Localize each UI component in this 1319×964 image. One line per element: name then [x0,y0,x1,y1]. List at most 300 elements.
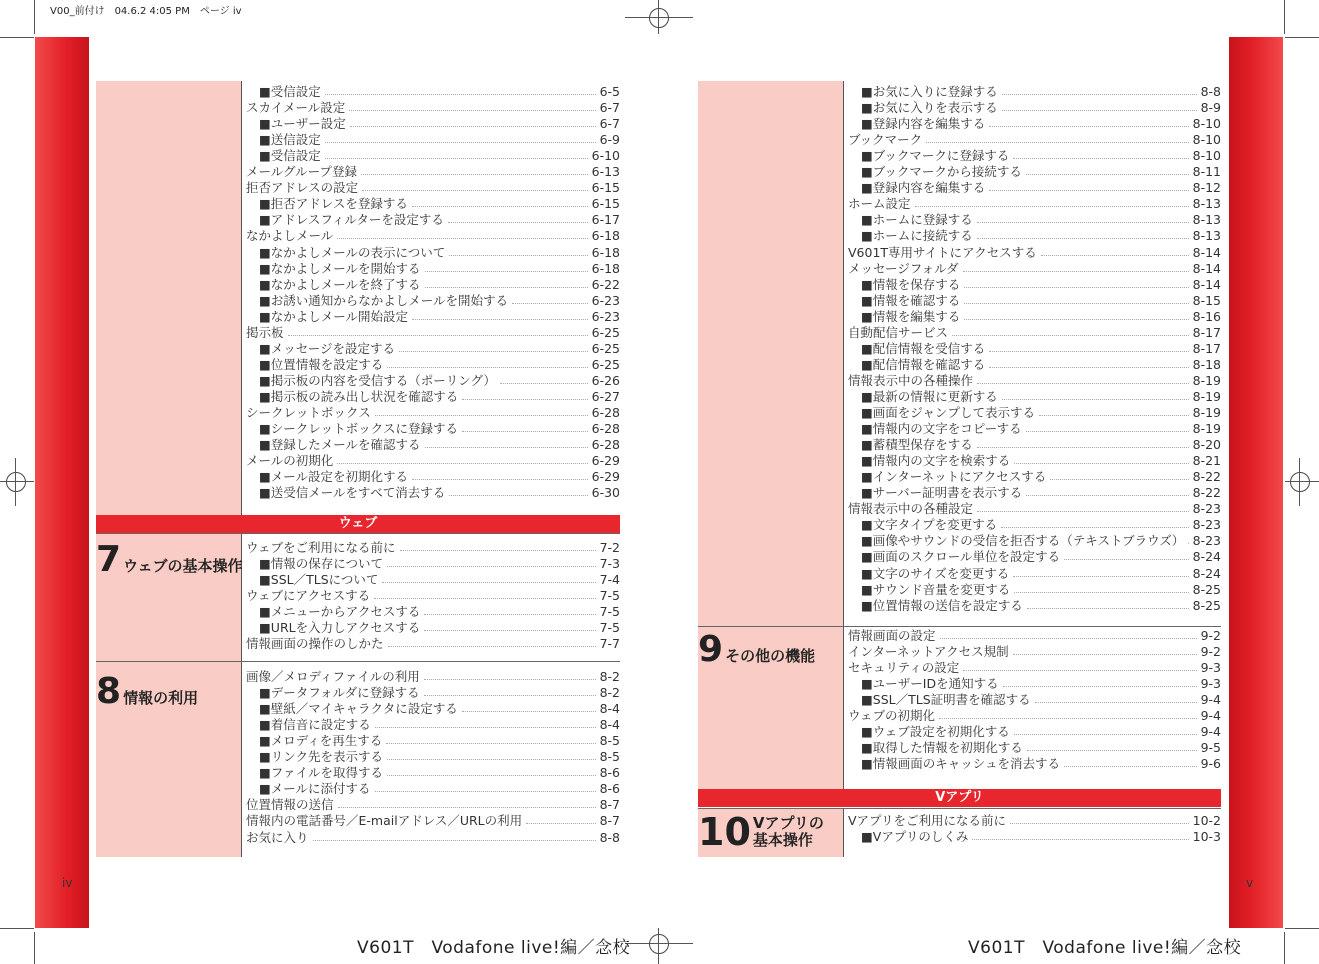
toc-entry-page: 6-18 [591,260,620,276]
dot-leader [1014,453,1188,464]
toc-entry-page: 8-24 [1192,549,1221,565]
toc-entry-page: 6-30 [591,485,620,501]
toc-entry-title: ■情報内の文字をコピーする [861,421,1022,437]
toc-entry [848,813,1221,829]
toc-entry-page: 6-27 [591,388,620,404]
toc-entry-page: 8-8 [599,829,620,845]
toc-entry-title: ■掲示板の内容を受信する（ポーリング） [259,372,496,388]
toc-entry [259,116,620,132]
crop-mark [1284,932,1285,964]
toc-entry [259,765,620,781]
toc-entry-title: 掲示板 [246,324,284,340]
toc-entry-page: 6-10 [591,148,620,164]
toc-entry [861,756,1221,772]
chapter-7-label [96,539,243,580]
toc-entry [259,572,620,588]
chapter-column [698,81,843,789]
toc-entry-page: 8-23 [1192,533,1221,549]
toc-entry [259,556,620,572]
column-divider [241,81,242,515]
toc-entry-title: セキュリティの設定 [848,660,960,676]
toc-entry [259,485,620,501]
toc-entry-title: ■画像やサウンドの受信を拒否する（テキストブラウズ） [861,533,1185,549]
toc-entry-page: 7-5 [599,588,620,604]
toc-entry-page: 8-16 [1192,308,1221,324]
dot-leader [449,245,587,256]
crop-mark [0,928,34,929]
toc-entry-title: ■配信情報を受信する [861,340,986,356]
toc-entry [259,749,620,765]
dot-leader [952,325,1189,336]
toc-entry-page: 6-29 [591,469,620,485]
registration-line [658,0,659,34]
crop-mark [1284,0,1285,34]
toc-entry-title: 画像／メロディファイルの利用 [246,669,420,684]
toc-entry-page: 6-23 [591,308,620,324]
right-edge-bar [1229,37,1283,928]
registration-mark [649,934,669,954]
toc-entry [246,830,620,846]
dot-leader [349,100,595,111]
toc-entry-page: 7-4 [599,572,620,588]
toc-entry-page: 8-20 [1192,437,1221,453]
toc-entry-title: ■ファイルを取得する [259,765,384,781]
dot-leader [400,540,596,551]
toc-entry-page: 8-19 [1192,372,1221,388]
dot-leader [337,228,587,239]
toc-entry [246,813,620,829]
toc-entry [246,180,620,196]
toc-entry-title: 情報画面の設定 [848,628,936,643]
toc-entry-page: 6-7 [599,100,620,116]
toc-entry [861,212,1221,228]
toc-entry-page: 8-4 [599,701,620,717]
crop-mark [0,37,34,38]
toc-entry-page: 9-5 [1200,740,1221,756]
dot-leader [939,708,1197,719]
toc-entry [246,636,620,652]
dot-leader [1035,692,1197,703]
toc-entry-page: 6-7 [599,116,620,132]
toc-entry-title: ■ウェブ設定を初期化する [861,724,1010,740]
registration-line [625,943,693,944]
dot-leader [388,636,596,647]
toc-entry-title: ■メッセージを設定する [259,340,396,356]
registration-mark [649,8,669,28]
chapter-column [96,81,241,515]
toc-entry-title: ■インターネットにアクセスする [861,469,1047,485]
dot-leader [989,116,1188,127]
toc-entry [861,469,1221,485]
toc-entry-page: 8-25 [1192,581,1221,597]
dot-leader [964,293,1188,304]
toc-entry-title: ■データフォルダに登録する [259,685,420,701]
toc-entry-title: ■情報を編集する [861,308,961,324]
dot-leader [425,437,588,448]
toc-entry [861,405,1221,421]
dot-leader [375,717,596,728]
toc-entry [848,660,1221,676]
toc-entry-title: 自動配信サービス [848,324,949,340]
dot-leader [977,373,1189,384]
page-number: v [1246,876,1254,890]
toc-entry [259,84,620,100]
toc-entry-title: ■なかよしメールの表示について [259,244,446,260]
toc-entry [848,196,1221,212]
dot-leader [387,765,596,776]
toc-entry-page: 8-21 [1192,453,1221,469]
toc-entry-page: 8-24 [1192,565,1221,581]
dot-leader [361,164,588,175]
toc-entry-page: 8-14 [1192,244,1221,260]
toc-entry-title: ■Vアプリのしくみ [861,829,969,845]
crop-mark [1285,37,1319,38]
dot-leader [424,685,596,696]
section-rule [698,808,1221,809]
right-toc-panel [698,81,1221,857]
toc-entry-page: 6-29 [591,453,620,469]
toc-entry [861,549,1221,565]
toc-entry [246,797,620,813]
toc-entry [259,196,620,212]
toc-entry-title: ■取得した情報を初期化する [861,740,1023,756]
toc-entry-title: ■なかよしメール開始設定 [259,308,409,324]
toc-entry-title: 情報表示中の各種設定 [848,501,974,517]
left-toc-panel [96,81,620,857]
toc-entry [848,245,1221,261]
toc-entry-title: ■文字タイプを変更する [861,517,998,533]
registration-mark [6,472,26,492]
dot-leader [915,196,1189,207]
toc-entry-page: 8-12 [1192,180,1221,196]
registration-line [625,17,693,18]
toc-entry-title: ■ホームに接続する [861,228,973,244]
toc-entry-page: 8-2 [599,669,620,684]
toc-entry [259,717,620,733]
toc-entry-title: ■登録内容を編集する [861,180,986,196]
dot-leader [1013,644,1197,655]
column-divider [241,534,242,857]
toc-entry [259,389,620,405]
toc-entry [246,540,620,556]
toc-entry-title: ■アドレスフィルターを設定する [259,212,444,228]
toc-entry [861,740,1221,756]
toc-entry-title: ■メール設定を初期化する [259,469,409,485]
page-number: iv [62,876,73,890]
crop-mark [34,0,35,34]
toc-entry [861,582,1221,598]
toc-entry-title: ■メニューからアクセスする [259,604,421,620]
dot-leader [325,148,588,159]
toc-entry-page: 6-26 [591,372,620,388]
toc-entry [259,373,620,389]
toc-entry-title: ■SSL／TLSについて [259,572,379,588]
toc-entry-page: 10-2 [1192,813,1221,828]
toc-entry [861,517,1221,533]
dot-leader [972,829,1188,840]
toc-entry-title: ■受信設定 [259,148,321,164]
toc-entry-page: 6-18 [591,228,620,244]
dot-leader [399,341,588,352]
dot-leader [462,701,596,712]
registration-line [15,458,16,506]
chapter-title: 情報の利用 [123,689,199,707]
toc-entry-title: ■蓄積型保存をする [861,437,973,453]
dot-leader [977,228,1189,239]
dot-leader [382,572,595,583]
toc-entry [246,228,620,244]
toc-entry [246,164,620,180]
toc-entry-title: ■位置情報の送信を設定する [861,597,1023,613]
toc-entry [848,325,1221,341]
dot-leader [989,180,1188,191]
toc-entry [246,325,620,341]
toc-entry [861,357,1221,373]
toc-entry [259,357,620,373]
toc-entry [848,708,1221,724]
toc-entry-page: 8-13 [1192,212,1221,228]
toc-entry-page: 8-23 [1192,517,1221,533]
dot-leader [375,405,588,416]
toc-entry-page: 6-13 [591,164,620,180]
toc-entry-page: 6-22 [591,276,620,292]
toc-entry-title: 情報内の電話番号／E-mailアドレス／URLの利用 [246,813,523,829]
toc-entry [259,604,620,620]
toc-entry-title: ■お気に入りに登録する [861,84,998,99]
dot-leader [1003,676,1197,687]
dot-leader [462,421,588,432]
toc-entry-page: 8-19 [1192,405,1221,420]
section-rule [698,626,1221,627]
chapter-title-line2: 基本操作 [752,831,813,849]
dot-leader [425,261,588,272]
dot-leader [1027,740,1197,751]
toc-entry [861,421,1221,437]
toc-entry-page: 6-18 [591,244,620,260]
toc-entry-page: 8-25 [1192,597,1221,613]
toc-entry-title: ■リンク先を表示する [259,749,384,765]
toc-entry [259,701,620,717]
registration-line [1285,481,1319,482]
toc-entry [259,620,620,636]
dot-leader [1014,582,1188,593]
toc-entry [861,293,1221,309]
chapter-9-label [698,629,816,670]
toc-entry-page: 8-22 [1192,485,1221,501]
toc-entry [259,781,620,797]
toc-entry-title: シークレットボックス [246,405,371,420]
toc-entry [861,453,1221,469]
toc-entry [861,164,1221,180]
dot-leader [512,293,588,304]
toc-entry-page: 9-3 [1200,676,1221,692]
toc-entry-title: ■画面をジャンプして表示する [861,405,1036,420]
toc-entry [259,148,620,164]
toc-entry-title: なかよしメール [246,228,334,244]
toc-entry-page: 9-4 [1200,724,1221,740]
toc-entry [861,724,1221,740]
chapter-number: 9 [698,629,724,670]
dot-leader [424,604,595,615]
dot-leader [977,212,1189,223]
toc-entry-title: ■着信音に設定する [259,717,371,733]
toc-entry [861,485,1221,501]
footer-label: V601T Vodafone live!編／念校 [357,938,631,958]
toc-entry [861,829,1221,845]
toc-entry-title: ウェブをご利用になる前に [246,540,396,555]
toc-entry-page: 8-17 [1192,324,1221,340]
dot-leader [1002,84,1197,95]
toc-entry-page: 6-17 [591,212,620,228]
chapter-title: Vアプリの [752,814,824,832]
toc-entry-page: 8-22 [1192,469,1221,485]
toc-entry-page: 8-18 [1192,356,1221,372]
toc-entry-page: 8-10 [1192,116,1221,132]
dot-leader [412,309,588,320]
toc-entry [861,84,1221,100]
dot-leader [1013,148,1188,159]
dot-leader [964,309,1188,320]
toc-entry-title: メッセージフォルダ [848,260,959,276]
dot-leader [425,277,588,288]
dot-leader [387,749,596,760]
dot-leader [375,781,596,792]
dot-leader [288,325,588,336]
chapter-number: 10 [698,810,751,854]
dot-leader [526,813,595,824]
registration-line [0,481,34,482]
toc-entry-title: ■情報画面のキャッシュを消去する [861,756,1061,772]
dot-leader [1026,421,1189,432]
dot-leader [386,733,595,744]
toc-entry-page: 7-7 [599,636,620,652]
section-header-web: ウェブ [96,515,620,533]
toc-entry-page: 7-5 [599,604,620,620]
toc-entry [259,685,620,701]
toc-entry-title: メールの初期化 [246,453,334,469]
toc-entry-title: ■ユーザー設定 [259,116,346,132]
toc-entry [861,341,1221,357]
toc-entry-page: 6-28 [591,437,620,453]
toc-entry-title: ■お気に入りを表示する [861,100,998,116]
toc-entry-title: ■メロディを再生する [259,733,383,749]
toc-entry-page: 8-13 [1192,228,1221,244]
toc-entry [861,100,1221,116]
toc-entry-title: ■配信情報を確認する [861,356,986,372]
dot-leader [940,628,1197,639]
toc-entry-title: ■画面のスクロール単位を設定する [861,549,1061,565]
toc-entry-page: 6-28 [591,421,620,437]
toc-entry-page: 8-11 [1192,164,1221,180]
toc-entry-page: 9-4 [1200,692,1221,708]
dot-leader [1010,813,1189,824]
toc-entry [259,261,620,277]
toc-entry [861,228,1221,244]
toc-entry-page: 10-3 [1192,829,1221,845]
dot-leader [313,830,596,841]
toc-entry [861,676,1221,692]
chapter-number: 8 [96,671,122,712]
toc-entry [861,180,1221,196]
toc-entry-title: ■サウンド音量を変更する [861,581,1011,597]
registration-line [658,928,659,964]
dot-leader [462,389,587,400]
toc-entry [861,148,1221,164]
toc-entry-page: 6-25 [591,340,620,356]
toc-entry-title: ■メールに添付する [259,781,371,797]
toc-entry [259,245,620,261]
dot-leader [325,84,596,95]
toc-entry-page: 8-19 [1192,388,1221,404]
dot-leader [1050,469,1188,480]
toc-entry-title: 情報表示中の各種操作 [848,372,974,388]
toc-entry-title: スカイメール設定 [246,100,346,116]
toc-entry-title: ■ブックマークに登録する [861,148,1010,164]
toc-entry-page: 8-14 [1192,276,1221,292]
toc-entry-title: ■シークレットボックスに登録する [259,421,459,437]
chapter-number: 7 [96,539,122,580]
toc-entry [246,405,620,421]
dot-leader [989,341,1188,352]
toc-entry-title: ■壁紙／マイキャラクタに設定する [259,701,458,717]
toc-entry-title: ■URLを入力しアクセスする [259,620,421,636]
chapter-title: その他の機能 [725,647,816,665]
toc-entry-title: ホーム設定 [848,196,911,212]
dot-leader [424,669,596,680]
dot-leader [448,212,588,223]
toc-entry-title: ブックマーク [848,132,923,148]
column-divider [843,809,844,857]
toc-entry-page: 8-15 [1192,292,1221,308]
toc-entry-page: 8-2 [599,685,620,701]
toc-entry-page: 7-5 [599,620,620,636]
toc-entry-title: ウェブにアクセスする [246,588,371,604]
dot-leader [412,196,588,207]
left-edge-bar [35,37,89,928]
toc-entry-title: ■ホームに登録する [861,212,973,228]
toc-entry-page: 8-13 [1192,196,1221,212]
toc-entry [848,628,1221,644]
dot-leader [350,116,596,127]
toc-entry-page: 8-14 [1192,260,1221,276]
toc-entry-page: 8-7 [599,813,620,829]
toc-entry-page: 8-10 [1192,132,1221,148]
toc-entry-page: 6-25 [591,324,620,340]
toc-entry-title: ■登録内容を編集する [861,116,986,132]
toc-entry-title: ■なかよしメールを開始する [259,260,421,276]
toc-entry-page: 9-6 [1200,756,1221,772]
toc-entry [259,293,620,309]
toc-entry-page: 6-28 [591,405,620,420]
dot-leader [977,501,1189,512]
dot-leader [1026,485,1188,496]
toc-entry-page: 8-4 [599,717,620,733]
dot-leader [500,373,588,384]
toc-entry-page: 6-23 [591,292,620,308]
toc-entry-page: 8-6 [599,781,620,797]
dot-leader [362,180,587,191]
toc-entry-page: 8-6 [599,765,620,781]
dot-leader [1039,405,1189,416]
toc-entry-page: 6-5 [599,84,620,99]
toc-entry-title: 位置情報の送信 [246,797,334,813]
dot-leader [963,261,1189,272]
dot-leader [325,132,596,143]
toc-entry [848,261,1221,277]
toc-entry [848,501,1221,517]
dot-leader [374,588,595,599]
toc-entry-page: 8-5 [599,733,620,749]
